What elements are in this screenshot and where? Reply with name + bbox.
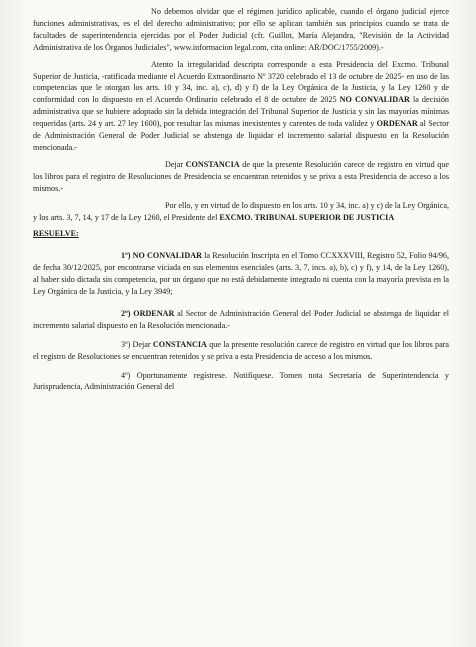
paragraph-por-ello-text: Por ello, y en virtud de lo dispuesto en los arts. 10 y 34, inc. a) y c) de la Ley Orgánica, y los arts. 3, 7, 14, y 17 de la Ley 1260, el Presidente del	[33, 200, 449, 222]
paragraph-constancia-text: Dejar	[165, 159, 186, 169]
paragraph-por-ello	[33, 200, 449, 224]
resolution-item-3	[33, 339, 449, 363]
no-convalidar-bold: NO CONVALIDAR	[339, 95, 410, 105]
resolution-item-2	[33, 308, 449, 332]
paragraph-legal-regime: No debemos olvidar que el régimen jurídico aplicable, cuando el órgano judicial ejerce funciones administrativas, es el del derecho administrativo; por ello se aplican también sus principios cuando se trata de facultades de superintendencia ejercidas por el Poder Judicial (cfr. Guillot, María Alejandra, "Revisión de la Actividad Administrativa de los Órganos Judiciales", www.informacion legal.com, cita online: AR/DOC/1755/2009).-	[33, 7, 449, 52]
tribunal-name-bold: EXCMO. TRIBUNAL SUPERIOR DE JUSTICIA	[219, 212, 395, 222]
constancia-bold: CONSTANCIA	[185, 159, 240, 169]
resolution-item-1-text: la Resolución Inscripta en el Tomo CCXXXVIII, Registro 52, Folio 94/96, de fecha 30/12/2025, por encontrarse viciada en sus elementos esenciales (arts. 3, 7, incs. a), b), c) y f), y 14, de la Ley 1260), al haber sido dictada sin competencia, por un órgano que no está debidamente integrado ni cuenta con la mayoría prevista en la Ley Orgánica de la Justicia, y la Ley 3949;	[33, 251, 449, 297]
paragraph-irregularity-text-2: la decisión administrativa que se hubiere adoptado sin la debida integración del Tribunal Superior de Justicia y sin las mayorías mínimas requeridas (arts. 24 y art. 27 ley 1600), por resultar las mismas inexistentes y carentes de toda validez y	[33, 95, 449, 129]
resolution-item-3-heading: 3º) Dejar	[121, 339, 153, 349]
paragraph-irregularity	[33, 59, 449, 154]
paragraph-constancia-text-2: de que la presente Resolución carece de registro en virtud que los libros para el registro de Resoluciones de Presidencia se encuentran retenidos y se priva a esta Presidencia de acceso a los mismos.-	[33, 159, 449, 193]
resolution-item-1-heading: 1º) NO CONVALIDAR	[121, 251, 202, 261]
paragraph-irregularity-text-3: al Sector de Administración General de Poder Judicial se abstenga de liquidar el incremento salarial dispuesto en la Resolución mencionada.-	[33, 119, 449, 152]
resolution-item-2-heading: 2º) ORDENAR	[121, 308, 175, 318]
resolution-item-3-constancia: CONSTANCIA	[152, 339, 207, 349]
document-body	[33, 6, 449, 398]
resolution-item-3-text: que la presente resolución carece de registro en virtud que los libros para el registro de Resoluciones se encuentran retenidos y se priva a esta Presidencia de acceso a los mismos.	[33, 339, 449, 361]
paragraph-constancia	[33, 159, 449, 195]
ordenar-bold: ORDENAR	[376, 119, 418, 129]
resuelve-heading: RESUELVE:	[33, 229, 79, 239]
resolution-item-4: 4º) Oportunamente regístrese. Notifíquese. Tomen nota Secretaría de Superintendencia y Jurisprudencia, Administración General del	[33, 370, 449, 392]
resolution-item-1	[33, 250, 449, 298]
paragraph-irregularity-text: Atento la irregularidad descripta corresponde a esta Presidencia del Excmo. Tribunal Superior de Justicia, -ratificada mediante el Acuerdo Extraordinario Nº 3720 celebrado el 13 de octubre de 2025- en uso de las competencias que le otorgan los arts. 10 y 34, inc. a), c), d) y f) de la Ley Orgánica de la Justicia, y la Ley 1260 y de conformidad con lo dispuesto en el Acuerdo Ordinario celebrado el 8 de octubre de 2025	[33, 59, 449, 105]
resolution-item-2-text: al Sector de Administración General del Poder Judicial se abstenga de liquidar el incremento salarial dispuesto en la Resolución mencionada.-	[33, 308, 449, 330]
